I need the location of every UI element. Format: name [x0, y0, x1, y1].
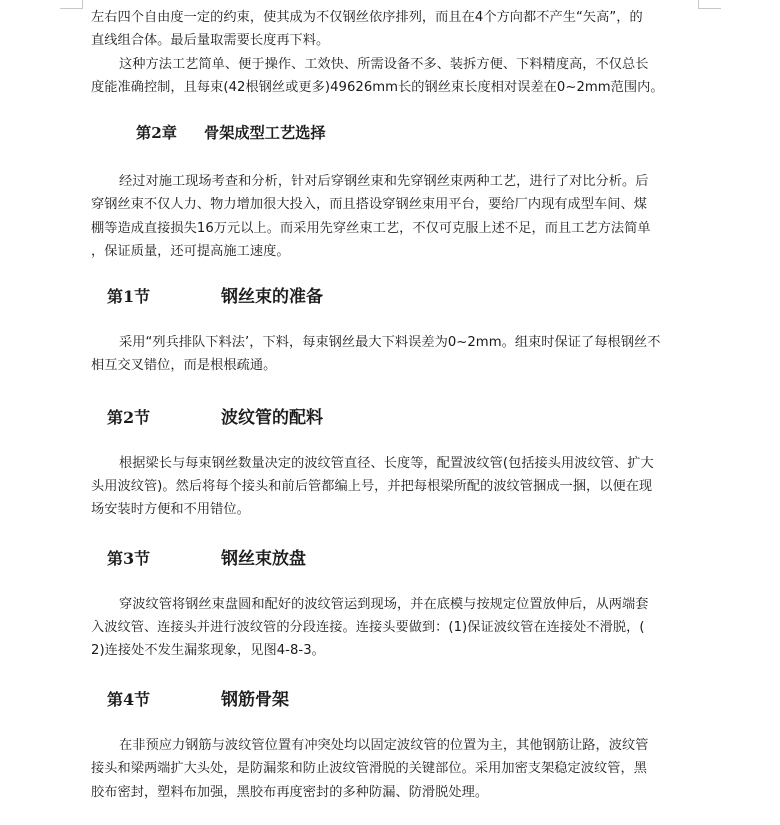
chapter-heading — [136, 122, 326, 143]
text-line: 胶布密封，塑料布加强，黑胶布再度密封的多种防漏、防滑脱处理。 — [91, 784, 489, 800]
text-line: 经过对施工现场考查和分析，针对后穿钢丝束和先穿钢丝束两种工艺，进行了对比分析。后 — [119, 174, 649, 189]
text-line: 这种方法工艺简单、便于操作、工效快、所需设备不多、装拆方便、下料精度高，不仅总长 — [119, 56, 649, 72]
text-line: 头用波纹管)。然后将每个接头和前后管都编上号，并把每根梁所配的波纹管捆成一捆，以便在现 — [91, 478, 653, 494]
section-heading — [107, 403, 323, 428]
text-line: 穿钢丝束不仅人力、物力增加很大投入，而且搭设穿钢丝束用平台，要给厂内现有成型车间、煤 — [91, 197, 647, 213]
chapter-number: 第2章 — [136, 124, 177, 142]
section-number: 第2节 — [107, 408, 151, 427]
text-line: 棚等造成直接损失16万元以上。而采用先穿丝束工艺，不仅可克服上述不足，而且工艺方法简单 — [91, 220, 651, 236]
section-title: 钢筋骨架 — [221, 690, 289, 710]
text-line: 采用“列兵排队下料法’，下料，每束钢丝最大下料误差为0~2mm。组束时保证了每根钢丝不 — [119, 335, 661, 350]
section-heading — [107, 544, 306, 569]
text-line: 2)连接处不发生漏浆现象，见图4-8-3。 — [91, 643, 325, 659]
text-line: 根据梁长与每束钢丝数量决定的波纹管直径、长度等，配置波纹管(包括接头用波纹管、扩大 — [119, 455, 654, 471]
text-line: 直线组合体。最后量取需要长度再下料。 — [91, 33, 330, 49]
section-heading — [107, 685, 289, 710]
text-line: 接头和梁两端扩大头处，是防漏浆和防止波纹管滑脱的关键部位。采用加密支架稳定波纹管，黑 — [91, 761, 647, 777]
section-number: 第3节 — [107, 549, 151, 568]
text-line: 入波纹管、连接头并进行波纹管的分段连接。连接头要做到：(1)保证波纹管在连接处不滑脱，( — [91, 619, 645, 635]
text-line: 穿波纹管将钢丝束盘圆和配好的波纹管运到现场，并在底模与按规定位置放伸后，从两端套 — [119, 596, 649, 612]
section-paragraph — [91, 452, 683, 522]
chapter-paragraph — [91, 170, 683, 263]
intro-paragraph-2 — [91, 53, 683, 100]
section-paragraph — [91, 331, 683, 378]
text-line: 相互交叉错位，而是根根疏通。 — [91, 358, 277, 374]
left-margin-marker — [60, 0, 83, 9]
text-line: ，保证质量，还可提高施工速度。 — [91, 243, 290, 259]
section-title: 钢丝束的准备 — [221, 287, 323, 307]
section-number: 第1节 — [107, 287, 151, 306]
intro-paragraph-1 — [91, 6, 683, 53]
section-number: 第4节 — [107, 690, 151, 709]
text-line: 场安装时方便和不用错位。 — [91, 502, 250, 518]
section-paragraph — [91, 734, 683, 804]
section-title: 波纹管的配料 — [221, 408, 323, 428]
chapter-title: 骨架成型工艺选择 — [204, 124, 326, 142]
text-line: 度能准确控制，且每束(42根钢丝或更多)49626mm长的钢丝束长度相对误差在0~2mm范围内。 — [91, 79, 664, 95]
text-line: 在非预应力钢筋与波纹管位置有冲突处均以固定波纹管的位置为主，其他钢筋让路，波纹管 — [119, 738, 649, 753]
section-heading — [107, 282, 323, 307]
right-margin-marker — [698, 0, 721, 9]
text-line: 左右四个自由度一定的约束，使其成为不仅钢丝依序排列，而且在4个方向都不产生“矢高”，的 — [91, 10, 643, 25]
section-title: 钢丝束放盘 — [221, 549, 306, 569]
section-paragraph — [91, 593, 683, 663]
